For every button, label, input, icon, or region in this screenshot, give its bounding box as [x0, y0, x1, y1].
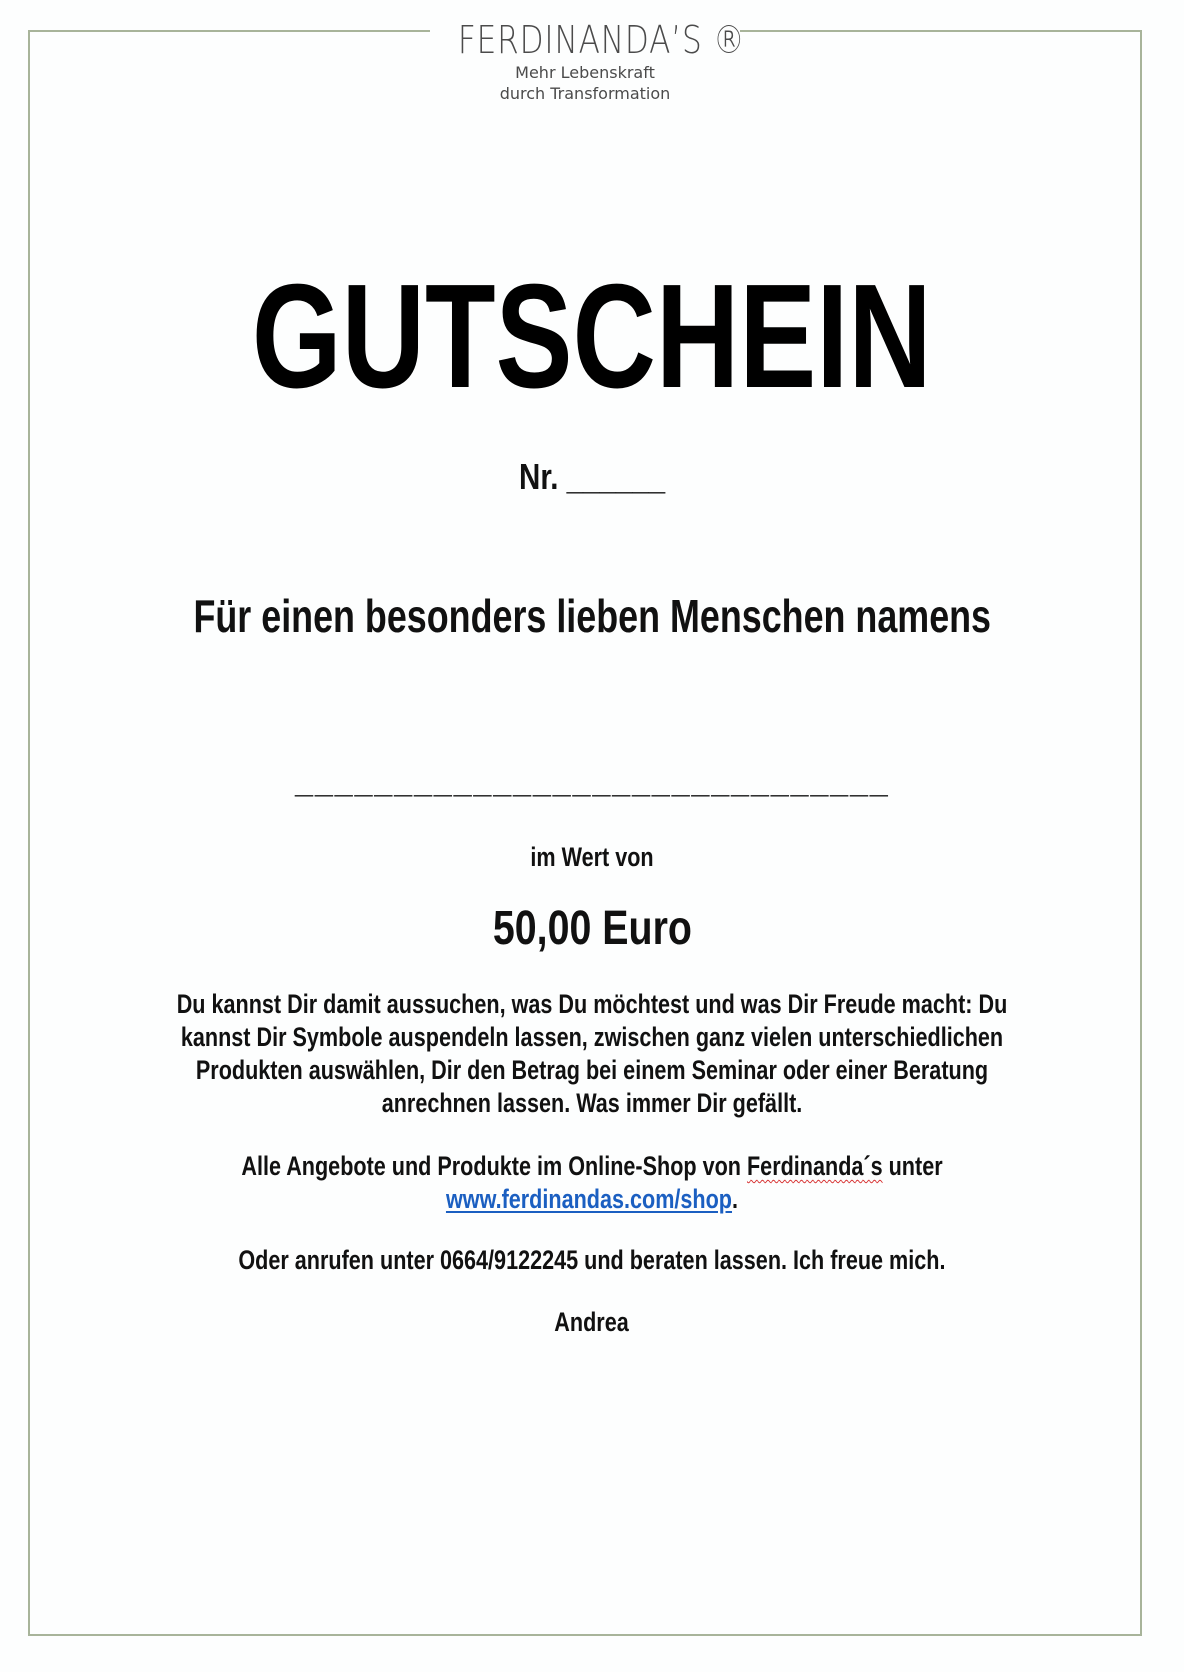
worth-label-text: im Wert von: [530, 842, 654, 872]
dedication-heading: [0, 588, 1184, 644]
dedication-text: Für einen besonders lieben Menschen namens: [193, 590, 991, 642]
logo-name: FERDINANDA’S ®: [457, 18, 746, 62]
description-line: Produkten auswählen, Dir den Betrag bei einem Seminar oder einer Beratung: [195, 1055, 989, 1085]
description-line: anrechnen lassen. Was immer Dir gefällt.: [381, 1088, 803, 1118]
recipient-name-blank: ______________________________: [294, 759, 890, 800]
shop-text-before: Alle Angebote und Produkte im Online-Shop von: [241, 1151, 747, 1181]
description-line: Du kannst Dir damit aussuchen, was Du möchtest und was Dir Freude macht: Du: [176, 989, 1008, 1019]
shop-paragraph: [0, 1150, 1184, 1216]
shop-line-1: [118, 1150, 1065, 1183]
voucher-number: [0, 455, 1184, 499]
recipient-name-line: [0, 760, 1184, 800]
logo-tagline-line2: durch Transformation: [499, 84, 671, 103]
signature-text: Andrea: [554, 1307, 630, 1337]
voucher-amount: [0, 900, 1184, 958]
voucher-number-text: Nr. ______: [518, 456, 666, 497]
voucher-amount-text: 50,00 Euro: [492, 902, 692, 955]
brand-logo: [430, 14, 746, 108]
shop-line-2: [118, 1183, 1065, 1216]
voucher-title-text: GUTSCHEIN: [252, 254, 932, 419]
worth-label: [0, 840, 1184, 874]
logo-tagline-line1: Mehr Lebenskraft: [515, 63, 655, 82]
shop-link[interactable]: www.ferdinandas.com/shop: [445, 1184, 733, 1214]
voucher-title: [0, 254, 1184, 419]
contact-text: Oder anrufen unter 0664/9122245 und beraten lassen. Ich freue mich.: [238, 1245, 946, 1275]
description-paragraph: [0, 988, 1184, 1120]
contact-line: [0, 1244, 1184, 1277]
shop-brand-name: Ferdinanda´s: [746, 1151, 883, 1181]
description-line: kannst Dir Symbole auspendeln lassen, zwischen ganz vielen unterschiedlichen: [180, 1022, 1004, 1052]
shop-period: .: [732, 1184, 739, 1214]
shop-text-after: unter: [882, 1151, 943, 1181]
signature: [0, 1306, 1184, 1339]
